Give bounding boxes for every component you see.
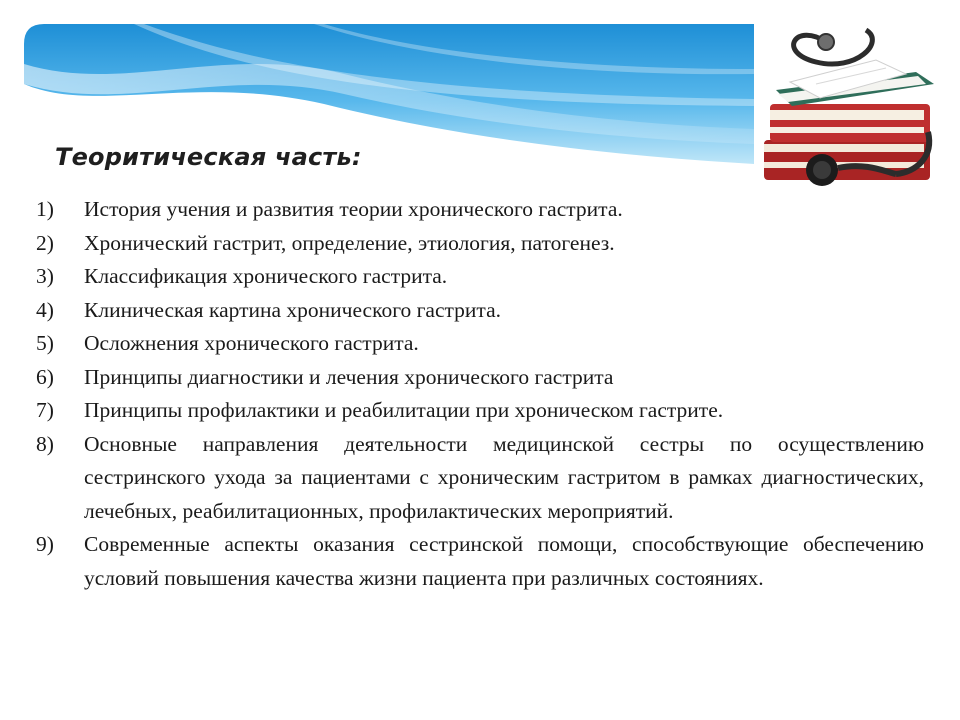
list-item	[36, 193, 924, 227]
item-text: Хронический гастрит, определение, этиология, патогенез.	[84, 230, 615, 255]
item-text: Осложнения хронического гастрита.	[84, 331, 419, 355]
item-number: 8)	[36, 431, 54, 456]
list-item	[36, 294, 924, 328]
item-text: Современные аспекты оказания сестринской помощи, способствующие обеспечению условий повышения качества жизни пациента при различных состояниях.	[84, 532, 924, 590]
item-number: 2)	[36, 230, 54, 255]
item-number: 5)	[36, 331, 54, 355]
item-number: 4)	[36, 297, 54, 322]
item-text: Основные направления деятельности медицинской сестры по осуществлению сестринского ухода за пациентами с хроническим гастритом в рамках диагностических, лечебных, реабилитационных, профилактических мероприятий.	[84, 431, 924, 523]
list-item	[36, 528, 924, 595]
item-text: Принципы профилактики и реабилитации при хроническом гастрите.	[84, 398, 724, 422]
list-item	[36, 428, 924, 529]
item-number: 7)	[36, 398, 54, 422]
item-text: История учения и развития теории хронического гастрита.	[84, 197, 623, 221]
books-stethoscope-image	[756, 12, 946, 192]
list-item	[36, 394, 924, 428]
list-item	[36, 361, 924, 395]
item-number: 1)	[36, 197, 54, 221]
item-text: Клиническая картина хронического гастрита.	[84, 297, 502, 322]
topics-list	[36, 193, 924, 595]
item-text: Классификация хронического гастрита.	[84, 264, 448, 288]
item-number: 9)	[36, 532, 54, 556]
list-item	[36, 327, 924, 361]
list-item	[36, 227, 924, 261]
section-heading: Теоритическая часть:	[55, 143, 362, 171]
list-item	[36, 260, 924, 294]
item-number: 6)	[36, 364, 54, 389]
item-text: Принципы диагностики и лечения хронического гастрита	[84, 364, 614, 389]
item-number: 3)	[36, 264, 54, 288]
